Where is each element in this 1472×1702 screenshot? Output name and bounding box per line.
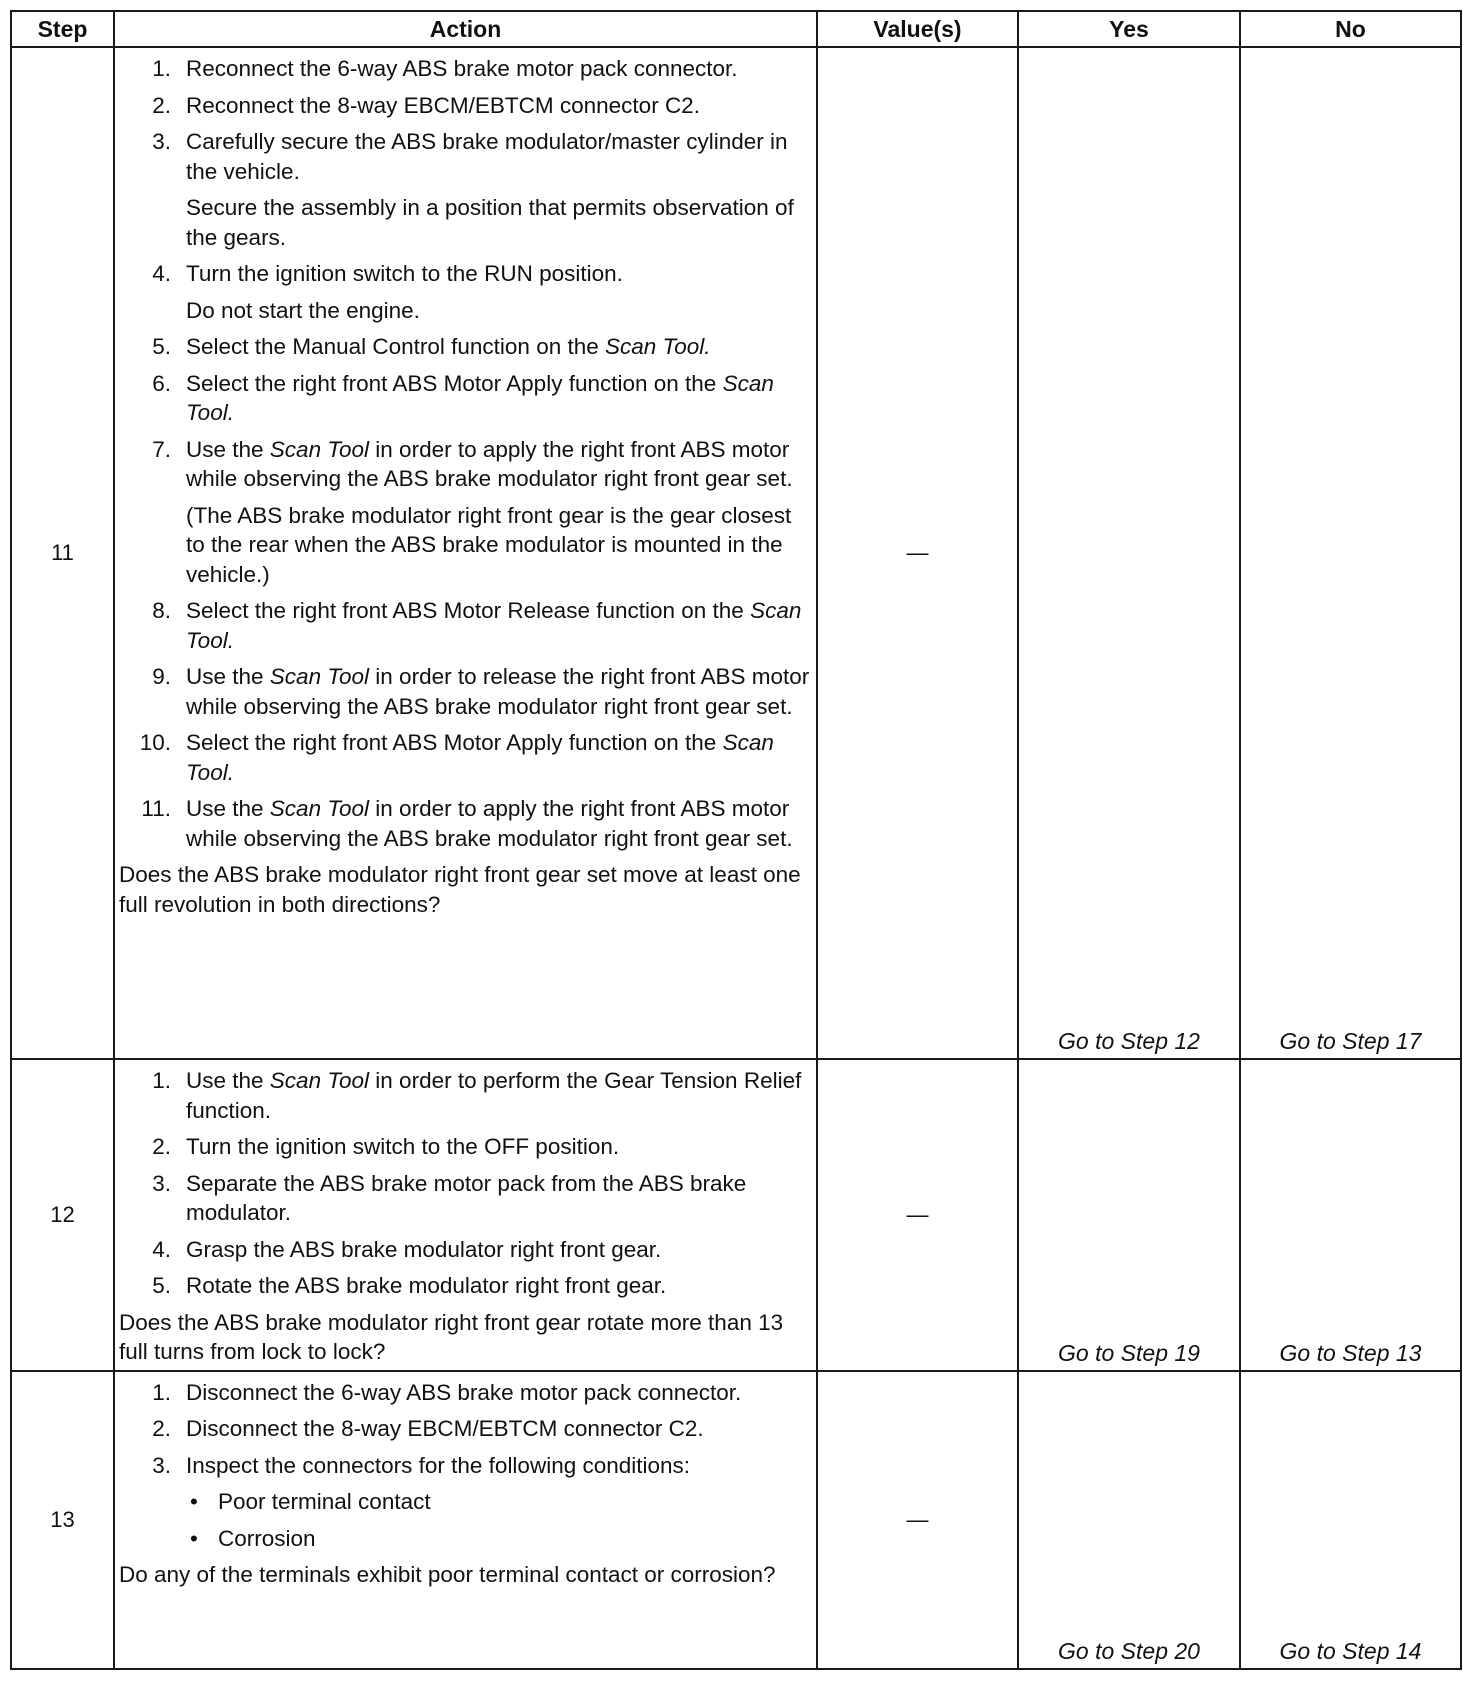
step-note: Do not start the engine. <box>186 297 420 323</box>
question-text: Does the ABS brake modulator right front gear rotate more than 13 full turns from lock to lock? <box>119 1309 784 1364</box>
step-number: 11 <box>11 47 114 1059</box>
header-row <box>11 11 1461 47</box>
tool-name: Scan Tool. <box>186 730 774 785</box>
action-step <box>119 1451 812 1554</box>
step-index: 5. <box>152 1273 171 1298</box>
header-no: No <box>1240 11 1461 47</box>
step-index: 4. <box>152 1236 171 1262</box>
table-row <box>11 1059 1461 1371</box>
action-step <box>119 1169 812 1228</box>
question-text: Does the ABS brake modulator right front gear set move at least one full revolution in both directions? <box>119 862 801 917</box>
action-step <box>119 369 812 428</box>
condition-item: • Poor terminal contact <box>186 1487 812 1517</box>
step-index: 3. <box>152 1452 171 1478</box>
action-step <box>119 259 812 325</box>
step-text: Use the Scan Tool in order to release the right front ABS motor while observing the ABS brake modulator right front gear set. <box>186 664 810 719</box>
step-number: 12 <box>11 1059 114 1371</box>
table-row <box>11 47 1461 1059</box>
action-steps <box>119 1378 812 1554</box>
action-step <box>119 332 812 362</box>
step-index: 1. <box>152 56 171 81</box>
tool-name: Scan Tool. <box>186 370 774 425</box>
no-result: Go to Step 17 <box>1240 47 1461 1059</box>
action-step <box>119 1271 812 1301</box>
step-text: Reconnect the 6-way ABS brake motor pack connector. <box>186 56 738 81</box>
step-text: Grasp the ABS brake modulator right front gear. <box>186 1236 662 1262</box>
action-steps <box>119 54 812 853</box>
step-text: Use the Scan Tool in order to perform the Gear Tension Relief function. <box>186 1068 802 1123</box>
step-text: Turn the ignition switch to the RUN position. <box>186 261 623 286</box>
step-text: Use the Scan Tool in order to apply the right front ABS motor while observing the ABS brake modulator right front gear set. <box>186 796 793 851</box>
action-step <box>119 1378 812 1408</box>
question-text: Do any of the terminals exhibit poor terminal contact or corrosion? <box>119 1562 776 1587</box>
step-index: 1. <box>152 1379 171 1405</box>
condition-item: • Corrosion <box>186 1524 812 1554</box>
step-text: Select the right front ABS Motor Release function on the Scan Tool. <box>186 598 802 653</box>
step-index: 6. <box>152 370 171 396</box>
step-text: Turn the ignition switch to the OFF position. <box>186 1134 620 1159</box>
step-text: Disconnect the 6-way ABS brake motor pack connector. <box>186 1379 742 1405</box>
header-step: Step <box>11 11 114 47</box>
step-text: Separate the ABS brake motor pack from the ABS brake modulator. <box>186 1170 747 1225</box>
step-index: 8. <box>152 598 171 623</box>
action-step <box>119 728 812 787</box>
step-text: Disconnect the 8-way EBCM/EBTCM connector C2. <box>186 1416 704 1441</box>
action-step <box>119 91 812 121</box>
step-text: Inspect the connectors for the following conditions: <box>186 1452 691 1478</box>
step-number: 13 <box>11 1371 114 1669</box>
action-cell <box>114 1371 817 1669</box>
step-index: 7. <box>152 436 171 462</box>
step-index: 4. <box>152 261 171 286</box>
step-text: Use the Scan Tool in order to apply the right front ABS motor while observing the ABS brake modulator right front gear set. <box>186 436 793 491</box>
step-index: 2. <box>152 1134 171 1159</box>
action-step <box>119 662 812 721</box>
action-step <box>119 1132 812 1162</box>
action-step <box>119 794 812 853</box>
no-result: Go to Step 13 <box>1240 1059 1461 1371</box>
step-index: 3. <box>152 129 171 154</box>
step-index: 3. <box>152 1170 171 1196</box>
action-step <box>119 596 812 655</box>
diagnostic-table <box>10 10 1462 1670</box>
tool-name: Scan Tool <box>269 436 370 462</box>
action-step <box>119 435 812 590</box>
step-text: Select the Manual Control function on the Scan Tool. <box>186 334 711 359</box>
action-cell <box>114 1059 817 1371</box>
step-index: 2. <box>152 92 171 118</box>
tool-name: Scan Tool <box>269 1068 370 1093</box>
action-cell <box>114 47 817 1059</box>
value-cell: — <box>817 1059 1018 1371</box>
step-text: Select the right front ABS Motor Apply function on the Scan Tool. <box>186 730 774 785</box>
action-step <box>119 1235 812 1265</box>
action-step <box>119 54 812 84</box>
step-index: 9. <box>152 664 171 689</box>
action-step <box>119 1066 812 1125</box>
action-step <box>119 127 812 252</box>
value-cell: — <box>817 1371 1018 1669</box>
step-note: (The ABS brake modulator right front gear is the gear closest to the rear when the ABS brake modulator is mounted in the vehicle.) <box>186 502 792 587</box>
no-result: Go to Step 14 <box>1240 1371 1461 1669</box>
header-values: Value(s) <box>817 11 1018 47</box>
tool-name: Scan Tool <box>269 664 370 689</box>
yes-result: Go to Step 12 <box>1018 47 1240 1059</box>
yes-result: Go to Step 19 <box>1018 1059 1240 1371</box>
step-index: 5. <box>152 334 171 359</box>
action-step <box>119 1414 812 1444</box>
step-text: Carefully secure the ABS brake modulator/master cylinder in the vehicle. <box>186 129 788 184</box>
step-index: 2. <box>152 1416 171 1441</box>
tool-name: Scan Tool <box>269 796 370 821</box>
step-note: Secure the assembly in a position that permits observation of the gears. <box>186 195 794 250</box>
action-steps <box>119 1066 812 1301</box>
table-row <box>11 1371 1461 1669</box>
step-index: 11. <box>141 796 171 821</box>
step-text: Rotate the ABS brake modulator right front gear. <box>186 1273 667 1298</box>
yes-result: Go to Step 20 <box>1018 1371 1240 1669</box>
step-text: Select the right front ABS Motor Apply function on the Scan Tool. <box>186 370 774 425</box>
step-text: Reconnect the 8-way EBCM/EBTCM connector C2. <box>186 92 700 118</box>
condition-list <box>186 1487 812 1553</box>
header-action: Action <box>114 11 817 47</box>
step-index: 10. <box>139 730 171 755</box>
tool-name: Scan Tool. <box>605 334 711 359</box>
value-cell: — <box>817 47 1018 1059</box>
header-yes: Yes <box>1018 11 1240 47</box>
tool-name: Scan Tool. <box>186 598 802 653</box>
step-index: 1. <box>152 1068 171 1093</box>
